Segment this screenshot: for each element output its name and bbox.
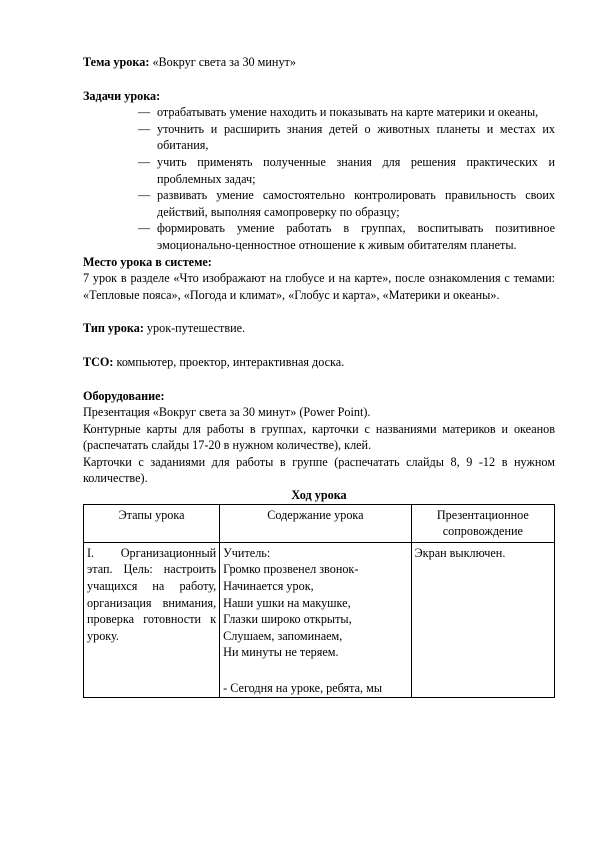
presentation-cell: Экран выключен. xyxy=(411,542,554,697)
dash-glyph: — xyxy=(138,221,151,236)
equipment-label: Оборудование: xyxy=(83,388,165,403)
lesson-table xyxy=(83,504,555,698)
table-row xyxy=(84,542,555,697)
task-item: — развивать умение самостоятельно контролировать правильность своих действий, выполняя самопроверку по образцу; xyxy=(138,188,555,219)
dash-glyph: — xyxy=(138,188,151,203)
tso xyxy=(83,354,555,371)
task-item: — учить применять полученные знания для решения практических и проблемных задач; xyxy=(138,154,555,186)
equipment-line: Карточки с заданиями для работы в группе (распечатать слайды 8, 9 -12 в нужном количестве). xyxy=(83,454,555,486)
tasks-list xyxy=(83,104,555,253)
lesson-type-value: урок-путешествие. xyxy=(143,321,246,336)
place-label: Место урока в системе: xyxy=(83,254,212,269)
header-stages: Этапы урока xyxy=(84,504,220,542)
header-content: Содержание урока xyxy=(220,504,411,542)
document-page xyxy=(83,54,555,698)
equipment-line: Контурные карты для работы в группах, карточки с названиями материков и океанов (распечатать слайды 17-20 в нужном количестве), клей. xyxy=(83,421,555,453)
lesson-theme-label: Тема урока: xyxy=(83,55,150,69)
dash-glyph: — xyxy=(138,105,151,120)
dash-glyph: — xyxy=(138,121,151,136)
task-item: — формировать умение работать в группах, воспитывать позитивное эмоционально-ценностное отношение к живым обитателям планеты. xyxy=(138,221,555,252)
tasks-label: Задачи урока: xyxy=(83,88,161,103)
table-header-row xyxy=(84,504,555,542)
content-cell: Учитель: Громко прозвенел звонок- Начинается урок, Наши ушки на макушке, Глазки широко открыты, Слушаем, запоминаем, Ни минуты не теряем. - Сегодня на уроке, ребята, мы xyxy=(220,542,411,697)
place-text: 7 урок в разделе «Что изображают на глобусе и на карте», после ознакомления с темами: «Тепловые пояса», «Погода и климат», «Глобус и карта», «Материки и океаны». xyxy=(83,271,555,302)
lesson-type-label: Тип урока: xyxy=(83,321,144,336)
tso-value: компьютер, проектор, интерактивная доска. xyxy=(113,354,345,369)
lesson-theme-value: «Вокруг света за 30 минут» xyxy=(149,55,296,69)
stage-cell: I. Организационный этап. Цель: настроить учащихся на работу, организация внимания, проверка готовности к уроку. xyxy=(84,542,220,697)
tso-label: ТСО: xyxy=(83,354,114,369)
equipment-line: Презентация «Вокруг света за 30 минут» (Power Point). xyxy=(83,405,371,420)
task-item: — уточнить и расширить знания детей о животных планеты и местах их обитания, xyxy=(138,121,555,153)
content-trail: - Сегодня на уроке, ребята, мы xyxy=(223,681,383,696)
lesson-theme xyxy=(83,54,555,71)
task-item: — отрабатывать умение находить и показывать на карте материки и океаны, xyxy=(138,105,539,120)
course-title: Ход урока xyxy=(291,488,347,503)
dash-glyph: — xyxy=(138,154,151,169)
lesson-type xyxy=(83,320,555,337)
header-presentation: Презентационное сопровождение xyxy=(411,504,554,542)
